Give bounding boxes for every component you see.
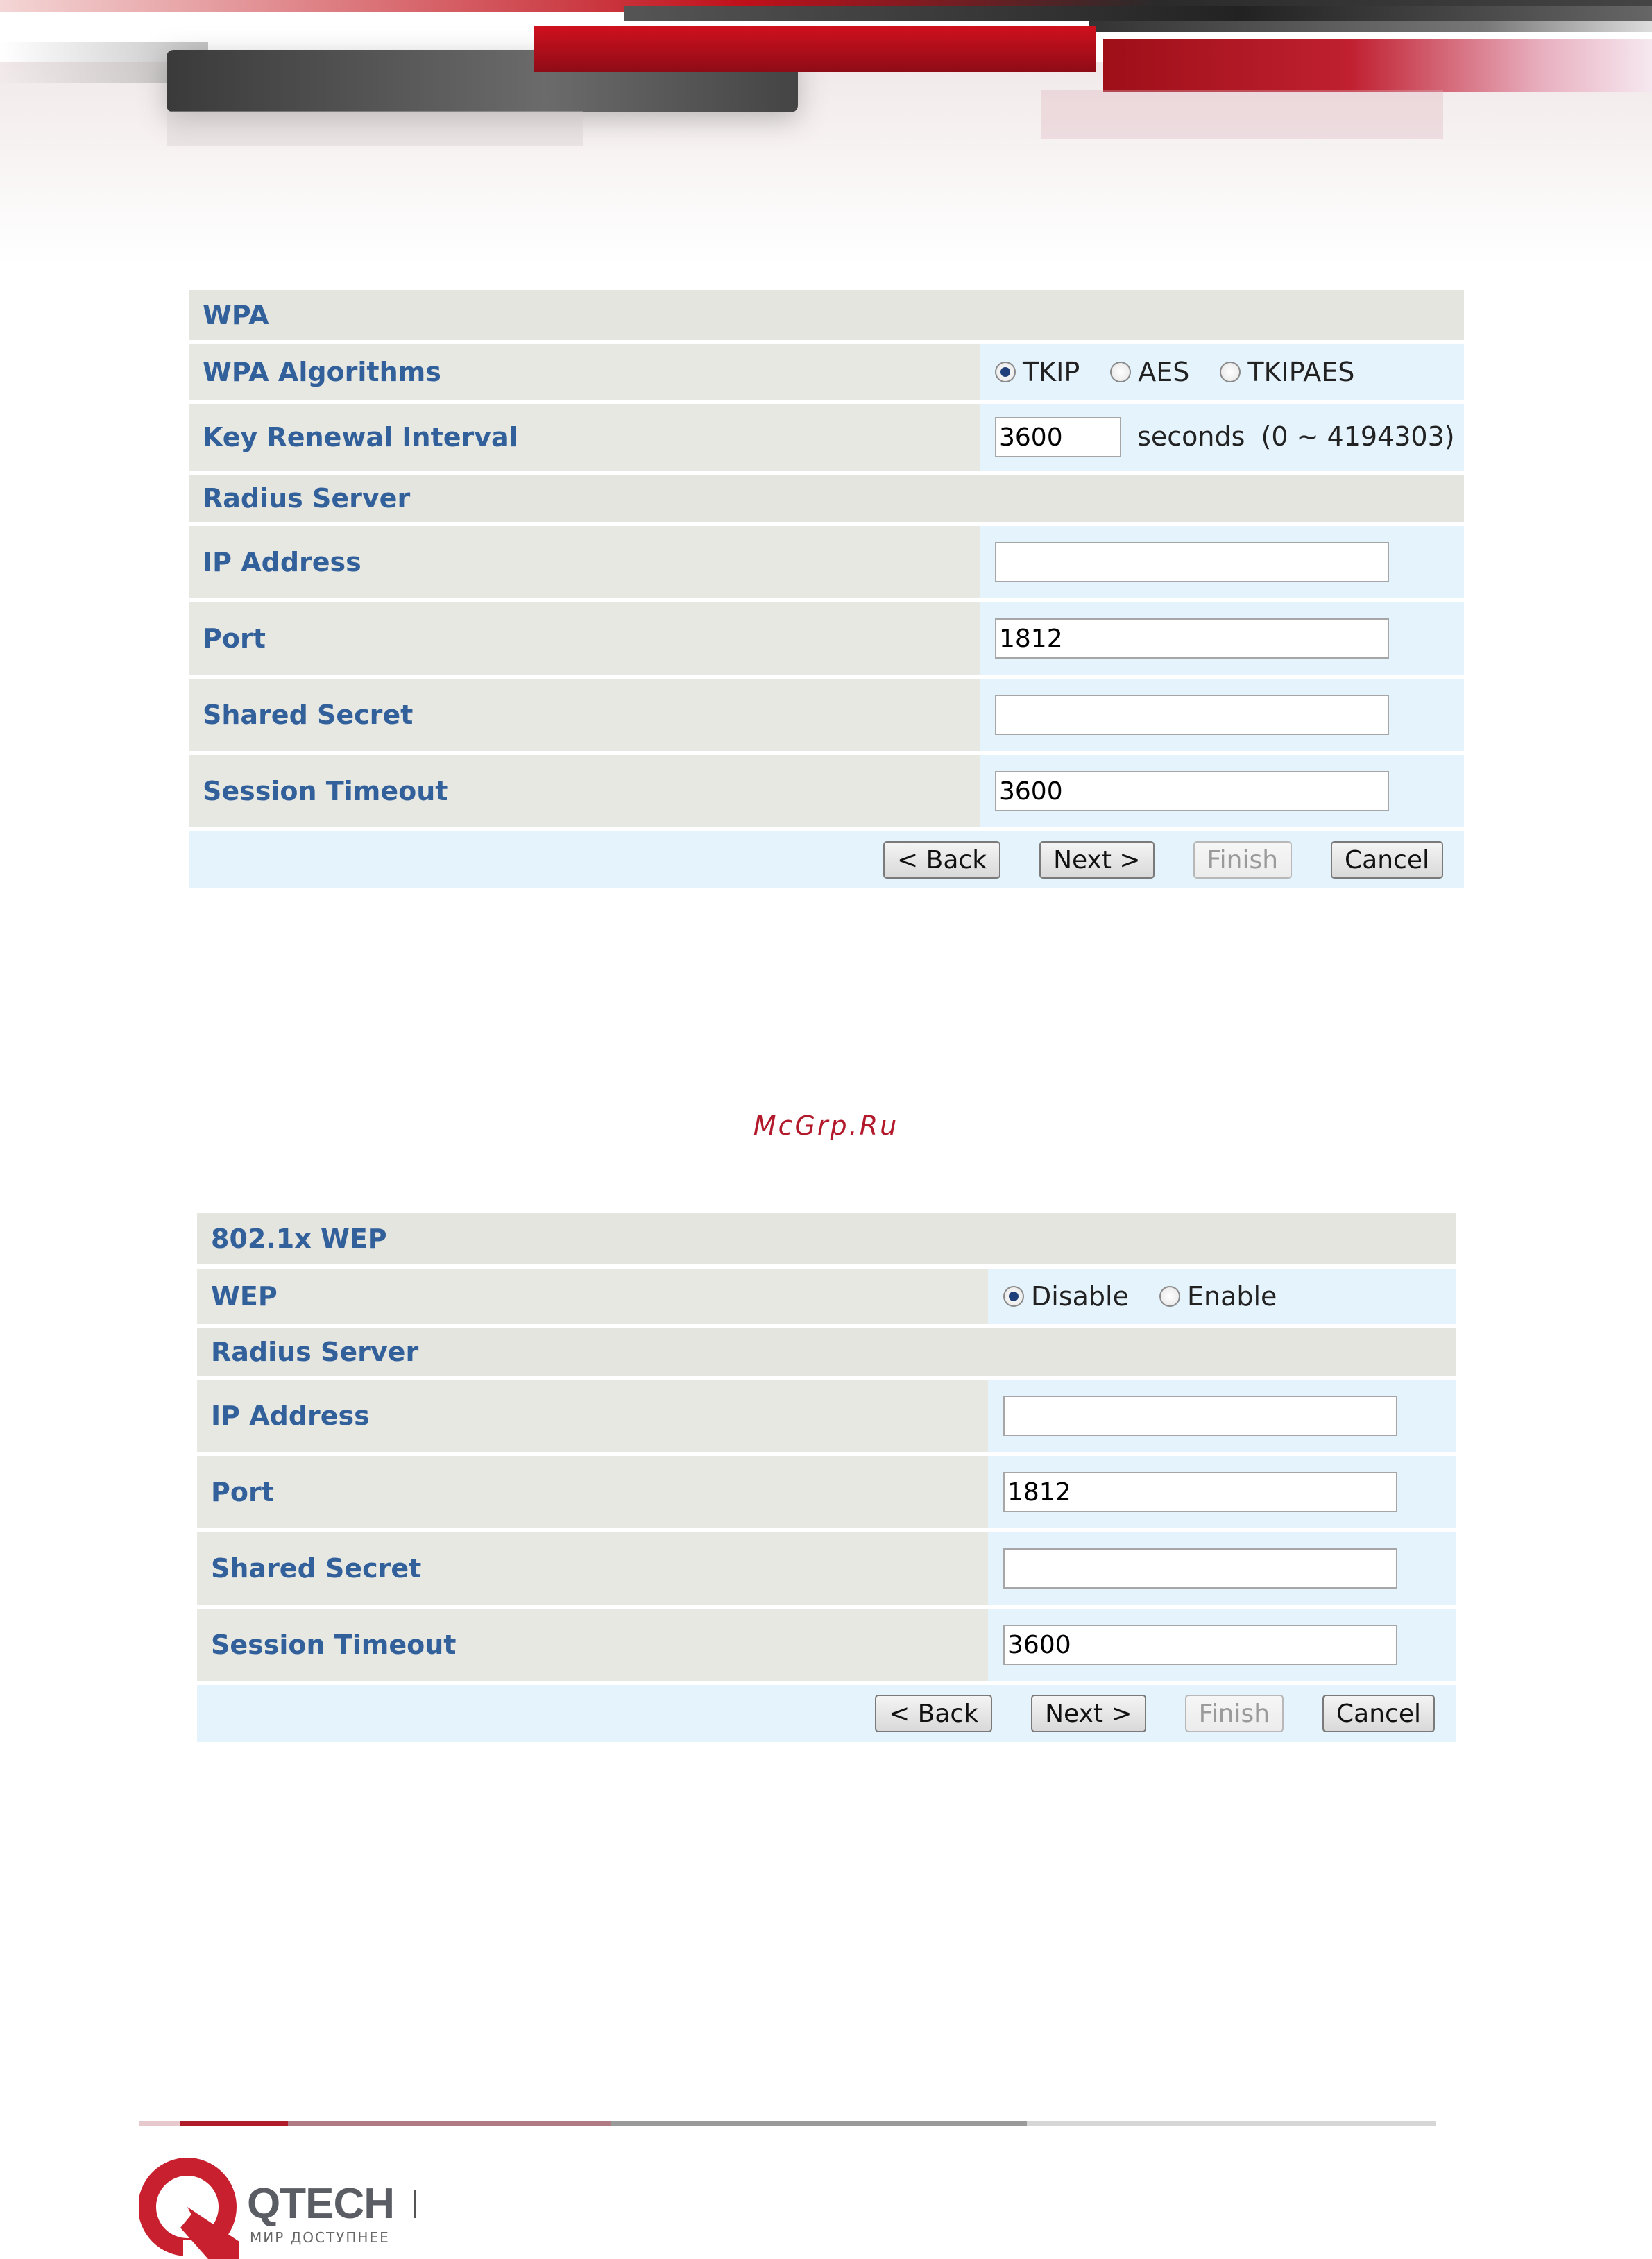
radio-label: Disable — [1031, 1281, 1129, 1312]
back-button[interactable]: < Back — [875, 1695, 992, 1732]
radio-option-aes[interactable] — [1110, 357, 1189, 387]
wpa-section-title: WPA — [189, 290, 1464, 340]
shared-secret-input[interactable] — [995, 695, 1389, 735]
ip-address-label: IP Address — [189, 526, 980, 598]
shared-secret-label: Shared Secret — [189, 679, 980, 751]
session-timeout-label: Session Timeout — [197, 1609, 988, 1681]
session-timeout-input[interactable] — [995, 771, 1389, 811]
wep-radio-group — [1003, 1281, 1456, 1312]
wpa-panel — [189, 286, 1464, 892]
session-timeout-label: Session Timeout — [189, 755, 980, 827]
radio-label: Enable — [1186, 1281, 1277, 1312]
port-label: Port — [197, 1456, 988, 1528]
ip-address-input[interactable] — [1003, 1396, 1397, 1436]
finish-button: Finish — [1193, 841, 1292, 879]
radio-option-enable[interactable] — [1159, 1281, 1277, 1312]
wep-label: WEP — [197, 1269, 988, 1324]
watermark-text: McGrp.Ru — [753, 1110, 899, 1141]
wpa-algorithms-radio-group — [995, 357, 1464, 387]
divider-segment — [288, 2121, 611, 2126]
radio-button-selected[interactable] — [995, 362, 1016, 382]
header-banner — [0, 0, 1652, 264]
next-button[interactable]: Next > — [1031, 1695, 1146, 1732]
ip-address-input[interactable] — [995, 542, 1389, 582]
port-input[interactable] — [1003, 1472, 1397, 1512]
shared-secret-label: Shared Secret — [197, 1532, 988, 1605]
shared-secret-input[interactable] — [1003, 1548, 1397, 1589]
banner-shadow — [1041, 90, 1443, 139]
divider-segment — [139, 2121, 180, 2126]
back-button[interactable]: < Back — [883, 841, 1000, 879]
brand-name: QTECH — [247, 2180, 394, 2228]
wep-section-title: 802.1x WEP — [197, 1213, 1456, 1264]
key-renewal-range: (0 ~ 4194303) — [1261, 421, 1455, 452]
divider-segment — [1027, 2121, 1436, 2126]
radio-button-selected[interactable] — [1003, 1286, 1024, 1307]
radio-button[interactable] — [1110, 362, 1131, 382]
banner-block — [534, 26, 1096, 72]
radio-option-tkipaes[interactable] — [1220, 357, 1354, 387]
radius-server-title: Radius Server — [189, 475, 1464, 522]
footer-separator — [414, 2190, 416, 2218]
ip-address-label: IP Address — [197, 1380, 988, 1452]
next-button[interactable]: Next > — [1039, 841, 1154, 879]
divider-segment — [611, 2121, 1027, 2126]
key-renewal-input[interactable] — [995, 417, 1121, 457]
divider-segment — [180, 2121, 288, 2126]
banner-stripe — [624, 6, 1652, 21]
wpa-algorithms-label: WPA Algorithms — [189, 344, 980, 400]
radio-label: TKIP — [1023, 357, 1080, 387]
session-timeout-input[interactable] — [1003, 1625, 1397, 1665]
brand-slogan: МИР ДОСТУПНЕЕ — [250, 2229, 390, 2246]
radio-option-tkip[interactable] — [995, 357, 1080, 387]
key-renewal-label: Key Renewal Interval — [189, 404, 980, 471]
wep-panel — [197, 1209, 1456, 1746]
banner-block — [1103, 39, 1652, 92]
radio-button[interactable] — [1220, 362, 1241, 382]
radio-option-disable[interactable] — [1003, 1281, 1129, 1312]
banner-shadow — [167, 111, 583, 146]
cancel-button[interactable]: Cancel — [1331, 841, 1443, 879]
port-label: Port — [189, 602, 980, 675]
radius-server-title: Radius Server — [197, 1328, 1456, 1376]
wizard-button-bar — [189, 831, 1464, 888]
port-input[interactable] — [995, 618, 1389, 659]
wizard-button-bar — [197, 1685, 1456, 1742]
banner-stripe — [1089, 21, 1652, 32]
qtech-logo-icon — [139, 2158, 239, 2259]
radio-button[interactable] — [1159, 1286, 1180, 1307]
cancel-button[interactable]: Cancel — [1322, 1695, 1435, 1732]
radio-label: AES — [1138, 357, 1190, 387]
finish-button: Finish — [1185, 1695, 1284, 1732]
key-renewal-unit: seconds — [1137, 421, 1245, 452]
radio-label: TKIPAES — [1247, 357, 1355, 387]
